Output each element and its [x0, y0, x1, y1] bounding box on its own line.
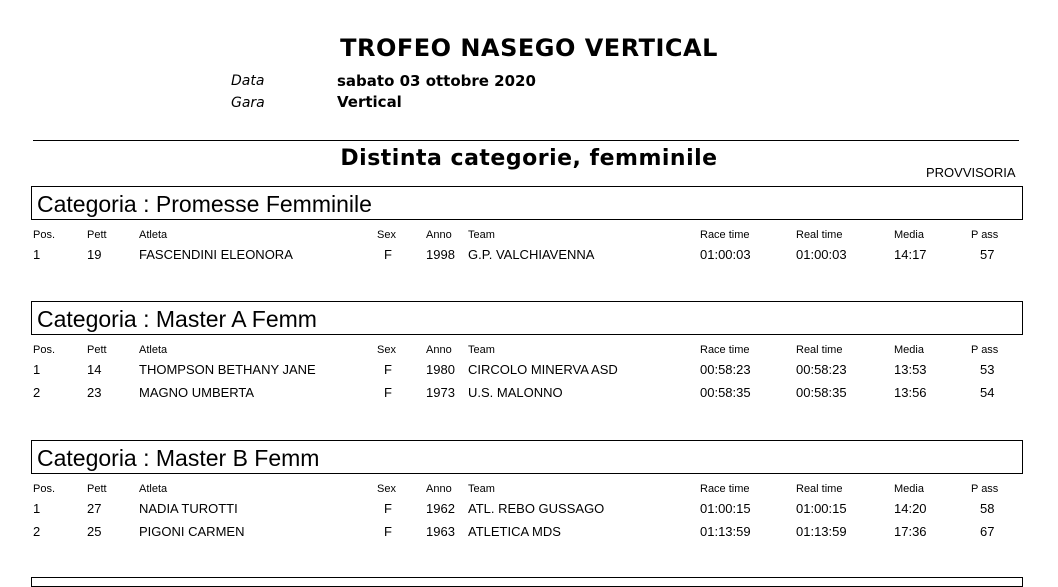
row-cell-atleta: PIGONI CARMEN — [139, 524, 245, 539]
row-cell-pos: 2 — [33, 524, 41, 539]
row-cell-anno: 1998 — [426, 247, 455, 262]
row-cell-team: ATL. REBO GUSSAGO — [468, 501, 605, 516]
category-title: Categoria : Master B Femm — [37, 445, 320, 471]
column-header-pos: Pos. — [33, 344, 56, 356]
category-header — [31, 440, 1023, 474]
row-cell-race-time: 01:13:59 — [700, 524, 751, 539]
row-cell-sex: F — [384, 524, 392, 539]
row-cell-anno: 1980 — [426, 362, 455, 377]
row-cell-pass: 54 — [980, 385, 995, 400]
row-cell-pos: 1 — [33, 501, 41, 516]
row-cell-pos: 1 — [33, 247, 41, 262]
row-cell-atleta: MAGNO UMBERTA — [139, 385, 255, 400]
row-cell-anno: 1962 — [426, 501, 455, 516]
row-cell-team: U.S. MALONNO — [468, 385, 563, 400]
column-header-media: Media — [894, 229, 924, 241]
column-header-sex: Sex — [377, 229, 396, 241]
row-cell-media: 14:17 — [894, 247, 927, 262]
gara-label: Gara — [231, 95, 265, 111]
column-header-race-time: Race time — [700, 483, 750, 495]
column-header-real-time: Real time — [796, 229, 843, 241]
row-cell-anno: 1963 — [426, 524, 455, 539]
row-cell-sex: F — [384, 385, 392, 400]
category-title: Categoria : Master A Femm — [37, 306, 317, 332]
row-cell-race-time: 00:58:23 — [700, 362, 751, 377]
row-cell-real-time: 00:58:23 — [796, 362, 847, 377]
column-header-pos: Pos. — [33, 483, 56, 495]
column-header-anno: Anno — [426, 483, 452, 495]
data-value: sabato 03 ottobre 2020 — [337, 72, 536, 90]
column-header-pett: Pett — [87, 483, 107, 495]
row-cell-pett: 27 — [87, 501, 102, 516]
column-header-sex: Sex — [377, 344, 396, 356]
row-cell-real-time: 01:13:59 — [796, 524, 847, 539]
row-cell-pett: 14 — [87, 362, 102, 377]
row-cell-real-time: 01:00:03 — [796, 247, 847, 262]
row-cell-atleta: THOMPSON BETHANY JANE — [139, 362, 316, 377]
row-cell-pass: 53 — [980, 362, 995, 377]
row-cell-team: G.P. VALCHIAVENNA — [468, 247, 595, 262]
column-header-race-time: Race time — [700, 344, 750, 356]
row-cell-pos: 1 — [33, 362, 41, 377]
column-header-atleta: Atleta — [139, 483, 168, 495]
column-header-atleta: Atleta — [139, 344, 168, 356]
category-header — [31, 186, 1023, 220]
row-cell-real-time: 01:00:15 — [796, 501, 847, 516]
row-cell-pass: 57 — [980, 247, 995, 262]
column-header-pass: P ass — [971, 483, 999, 495]
report-title: TROFEO NASEGO VERTICAL — [340, 34, 718, 62]
row-cell-real-time: 00:58:35 — [796, 385, 847, 400]
column-header-real-time: Real time — [796, 344, 843, 356]
row-cell-anno: 1973 — [426, 385, 455, 400]
row-cell-media: 13:56 — [894, 385, 927, 400]
row-cell-team: CIRCOLO MINERVA ASD — [468, 362, 618, 377]
row-cell-pett: 25 — [87, 524, 102, 539]
row-cell-race-time: 01:00:03 — [700, 247, 751, 262]
row-cell-pos: 2 — [33, 385, 41, 400]
column-header-pos: Pos. — [33, 229, 56, 241]
row-cell-pass: 58 — [980, 501, 995, 516]
row-cell-atleta: FASCENDINI ELEONORA — [139, 247, 293, 262]
row-cell-pett: 19 — [87, 247, 102, 262]
column-header-real-time: Real time — [796, 483, 843, 495]
column-header-media: Media — [894, 344, 924, 356]
report-subtitle: Distinta categorie, femminile — [340, 146, 718, 171]
column-header-team: Team — [468, 229, 495, 241]
status-badge: PROVVISORIA — [926, 165, 1016, 180]
column-header-anno: Anno — [426, 344, 452, 356]
row-cell-sex: F — [384, 247, 392, 262]
row-cell-atleta: NADIA TUROTTI — [139, 501, 238, 516]
column-header-media: Media — [894, 483, 924, 495]
category-title: Categoria : Promesse Femminile — [37, 191, 372, 217]
next-category-box — [31, 577, 1023, 587]
gara-value: Vertical — [337, 93, 402, 111]
category-header — [31, 301, 1023, 335]
column-header-pett: Pett — [87, 344, 107, 356]
data-label: Data — [231, 73, 265, 89]
row-cell-media: 17:36 — [894, 524, 927, 539]
row-cell-pass: 67 — [980, 524, 995, 539]
row-cell-team: ATLETICA MDS — [468, 524, 561, 539]
column-header-team: Team — [468, 483, 495, 495]
row-cell-race-time: 00:58:35 — [700, 385, 751, 400]
column-header-pass: P ass — [971, 344, 999, 356]
row-cell-media: 14:20 — [894, 501, 927, 516]
column-header-pett: Pett — [87, 229, 107, 241]
column-header-anno: Anno — [426, 229, 452, 241]
column-header-pass: P ass — [971, 229, 999, 241]
column-header-race-time: Race time — [700, 229, 750, 241]
column-header-team: Team — [468, 344, 495, 356]
header-divider — [33, 140, 1019, 141]
row-cell-sex: F — [384, 501, 392, 516]
row-cell-race-time: 01:00:15 — [700, 501, 751, 516]
column-header-atleta: Atleta — [139, 229, 168, 241]
row-cell-pett: 23 — [87, 385, 102, 400]
row-cell-sex: F — [384, 362, 392, 377]
row-cell-media: 13:53 — [894, 362, 927, 377]
column-header-sex: Sex — [377, 483, 396, 495]
